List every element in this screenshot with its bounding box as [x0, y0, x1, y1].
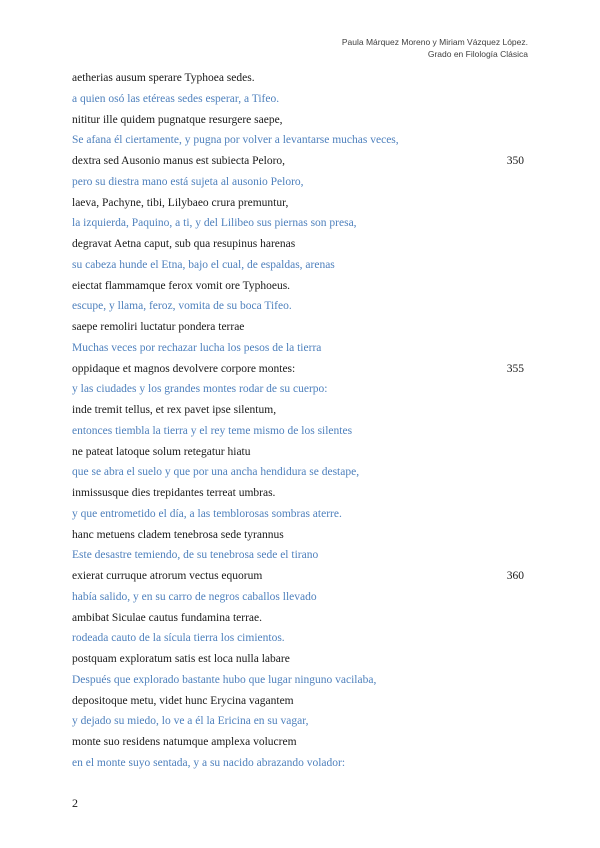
line-text: su cabeza hunde el Etna, bajo el cual, de espaldas, arenas	[72, 258, 335, 271]
line-text: monte suo residens natumque amplexa volucrem	[72, 736, 297, 748]
line-text: a quien osó las etéreas sedes esperar, a Tifeo.	[72, 92, 280, 105]
line-text: hanc metuens cladem tenebrosa sede tyrannus	[72, 528, 284, 541]
latin-verse-line	[72, 483, 528, 504]
latin-verse-line	[72, 525, 528, 546]
latin-verse-line	[72, 691, 528, 712]
line-text: degravat Aetna caput, sub qua resupinus harenas	[72, 238, 296, 250]
spanish-translation-line	[72, 711, 528, 732]
line-text: Se afana él ciertamente, y pugna por volver a levantarse muchas veces,	[72, 134, 399, 147]
verse-number: 355	[506, 362, 524, 375]
spanish-translation-line	[72, 628, 528, 649]
latin-verse-line	[72, 276, 528, 297]
line-text: aetherias ausum sperare Typhoea sedes.	[72, 72, 255, 84]
spanish-translation-line	[72, 89, 528, 110]
spanish-translation-line	[72, 504, 528, 525]
latin-verse-line	[72, 193, 528, 214]
spanish-translation-line	[72, 421, 528, 442]
line-text: oppidaque et magnos devolvere corpore montes:	[72, 362, 296, 375]
line-text: postquam exploratum satis est loca nulla labare	[72, 653, 290, 665]
spanish-translation-line	[72, 753, 528, 774]
line-text: y que entrometido el día, a las temblorosas sombras aterre.	[72, 507, 342, 520]
latin-verse-line	[72, 68, 528, 89]
spanish-translation-line	[72, 670, 528, 691]
line-text: eiectat flammamque ferox vomit ore Typhoeus.	[72, 279, 291, 292]
verse-number: 350	[506, 155, 524, 167]
line-text: depositoque metu, videt hunc Erycina vagantem	[72, 694, 294, 707]
line-text: había salido, y en su carro de negros caballos llevado	[72, 590, 317, 603]
line-text: que se abra el suelo y que por una ancha hendidura se destape,	[72, 466, 360, 479]
line-text: ne pateat latoque solum retegatur hiatu	[72, 445, 251, 458]
line-text: nititur ille quidem pugnatque resurgere saepe,	[72, 113, 283, 126]
line-text: pero su diestra mano está sujeta al ausonio Peloro,	[72, 175, 304, 188]
spanish-translation-line	[72, 255, 528, 276]
line-text: escupe, y llama, feroz, vomita de su boca Tifeo.	[72, 300, 292, 313]
line-text: dextra sed Ausonio manus est subiecta Peloro,	[72, 155, 286, 167]
spanish-translation-line	[72, 462, 528, 483]
page-header	[342, 36, 528, 60]
line-text: Después que explorado bastante hubo que lugar ninguno vacilaba,	[72, 673, 377, 686]
latin-verse-line	[72, 442, 528, 463]
spanish-translation-line	[72, 545, 528, 566]
spanish-translation-line	[72, 338, 528, 359]
latin-verse-line	[72, 234, 528, 255]
line-text: en el monte suyo sentada, y a su nacido abrazando volador:	[72, 756, 346, 769]
spanish-translation-line	[72, 379, 528, 400]
line-text: rodeada cauto de la sícula tierra los cimientos.	[72, 632, 285, 645]
line-text: inde tremit tellus, et rex pavet ipse silentum,	[72, 404, 277, 416]
verse-number: 360	[506, 570, 524, 582]
line-text: la izquierda, Paquino, a ti, y del Lilibeo sus piernas son presa,	[72, 217, 357, 230]
page-number: 2	[72, 796, 78, 810]
latin-verse-line	[72, 649, 528, 670]
line-text: entonces tiembla la tierra y el rey teme mismo de los silentes	[72, 424, 353, 437]
spanish-translation-line	[72, 130, 528, 151]
latin-verse-line	[72, 151, 528, 172]
spanish-translation-line	[72, 172, 528, 193]
spanish-translation-line	[72, 213, 528, 234]
latin-verse-line	[72, 608, 528, 629]
line-text: saepe remoliri luctatur pondera terrae	[72, 321, 245, 333]
latin-verse-line	[72, 359, 528, 380]
line-text: y las ciudades y los grandes montes rodar de su cuerpo:	[72, 383, 328, 396]
latin-verse-line	[72, 317, 528, 338]
line-text: Este desastre temiendo, de su tenebrosa sede el tirano	[72, 549, 319, 562]
latin-verse-line	[72, 110, 528, 131]
line-text: laeva, Pachyne, tibi, Lilybaeo crura premuntur,	[72, 196, 289, 209]
latin-verse-line	[72, 566, 528, 587]
spanish-translation-line	[72, 296, 528, 317]
line-text: inmissusque dies trepidantes terreat umbras.	[72, 487, 276, 499]
header-degree: Grado en Filología Clásica	[427, 49, 528, 59]
latin-verse-line	[72, 400, 528, 421]
spanish-translation-line	[72, 587, 528, 608]
line-text: y dejado su miedo, lo ve a él la Ericina en su vagar,	[72, 715, 309, 728]
line-text: ambibat Siculae cautus fundamina terrae.	[72, 611, 262, 624]
line-text: exierat curruque atrorum vectus equorum	[72, 570, 263, 582]
verse-translation-lines	[72, 68, 528, 774]
latin-verse-line	[72, 732, 528, 753]
line-text: Muchas veces por rechazar lucha los pesos de la tierra	[72, 341, 322, 354]
header-authors: Paula Márquez Moreno y Miriam Vázquez López.	[341, 37, 528, 47]
